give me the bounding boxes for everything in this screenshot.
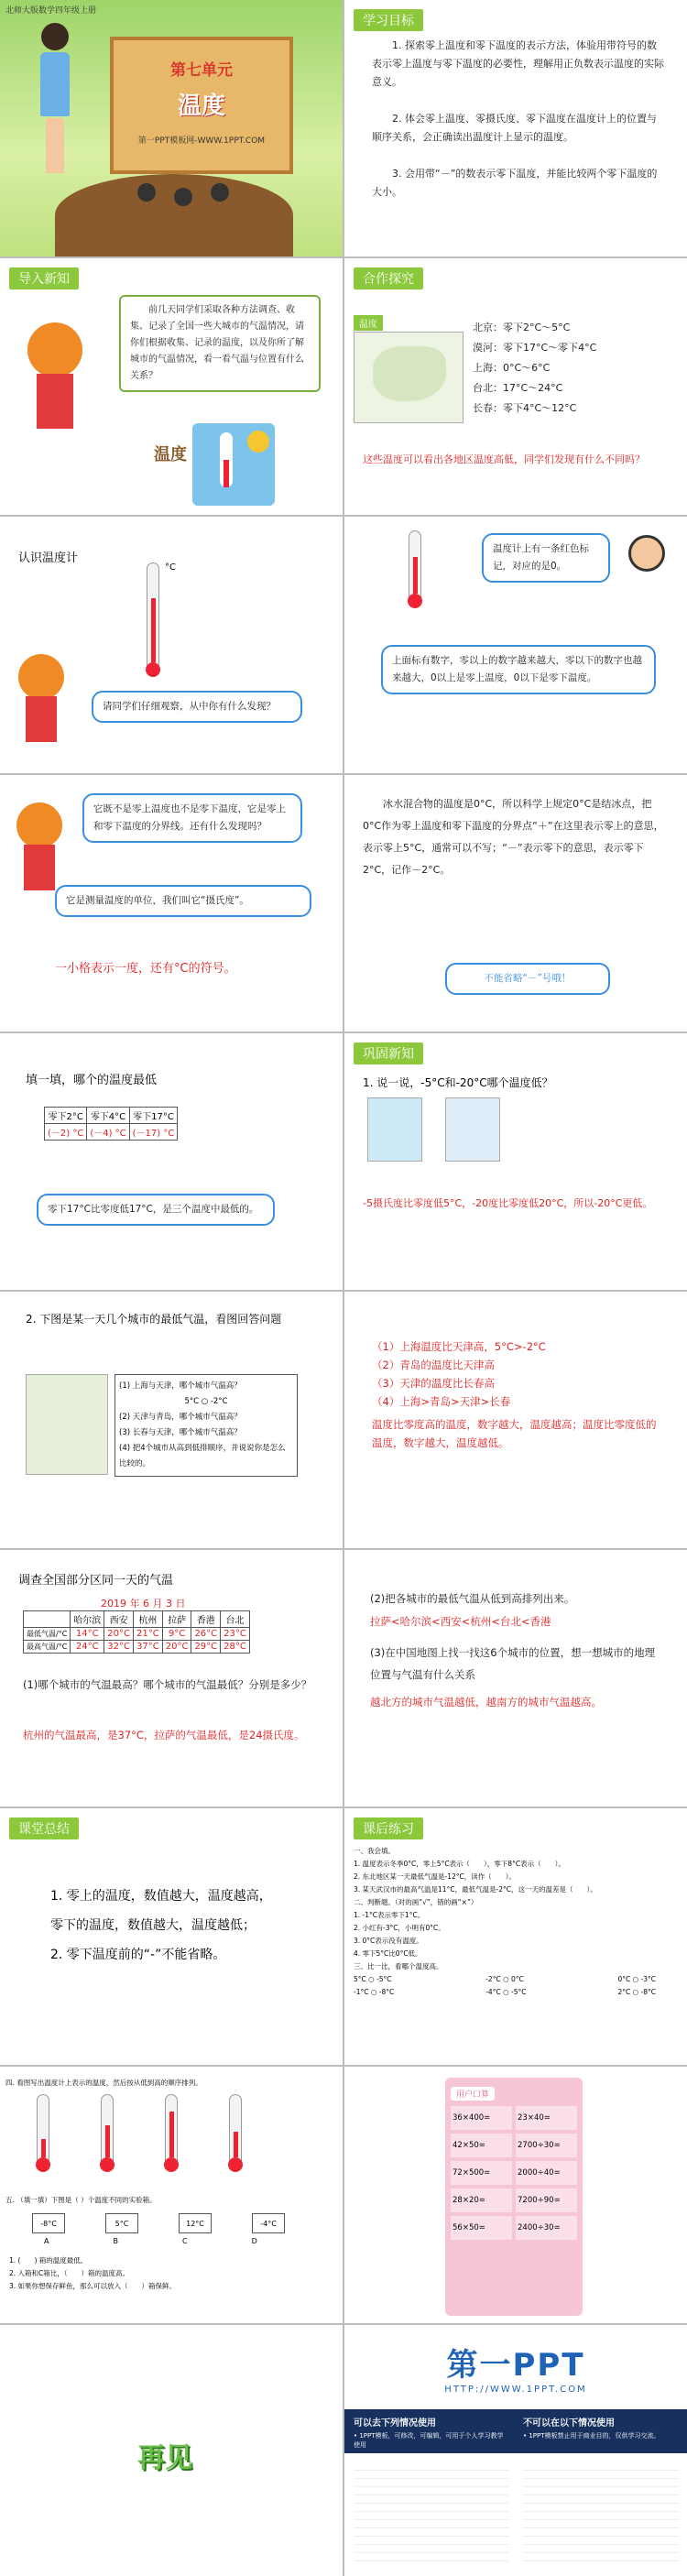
boy-icon	[628, 535, 665, 572]
city-temp: 北京：零下2°C～5°C	[473, 322, 571, 333]
girl-figure	[16, 802, 62, 890]
math-cell: 72×500=	[451, 2161, 512, 2185]
worksheet-subtitle: 五. （填一填）下图是（ ）个温度不同的实验箱。	[5, 2196, 157, 2204]
intro-bubble: 前几天同学们采取各种方法调查、收集、记录了全国一些大城市的气温情况，请你们根据收集、记录的温度，以及你所了解城市的气温情况，看一看气温与位置有什么关系？	[119, 295, 321, 392]
table-cell: 最低气温/°C	[24, 1628, 71, 1641]
scene-image-2	[445, 1097, 500, 1162]
answer-line: （2）青岛的温度比天津高	[372, 1359, 495, 1371]
exp-box: -8°C	[32, 2213, 65, 2233]
summary-text	[50, 1882, 272, 1970]
unit-mark: °C	[165, 562, 176, 573]
brand-logo: 第一PPT	[446, 2347, 585, 2384]
city-temp: 上海：0°C～6°C	[473, 362, 551, 374]
slide-brand	[344, 2325, 687, 2576]
math-cell: 7200÷90=	[516, 2189, 577, 2212]
section-tag: 课后练习	[354, 1817, 423, 1839]
line: 1. ( ) 箱的温度最低。	[9, 2256, 88, 2265]
math-cell: 2400÷30=	[516, 2216, 577, 2240]
child-head-2	[174, 188, 192, 206]
slide-oral-math	[344, 2067, 687, 2323]
line: 4. 零下5°C比0°C低。	[354, 1949, 422, 1958]
left-heading: 可以去下列情况使用	[354, 2418, 436, 2429]
thermometer-sun-icon	[192, 423, 275, 506]
question-line: 5°C ○ -2°C	[184, 1397, 228, 1406]
section-tag: 课堂总结	[9, 1817, 79, 1839]
math-cell: 36×400=	[451, 2106, 512, 2130]
questions-box	[114, 1374, 298, 1477]
girl-figure	[18, 654, 64, 742]
thermometer	[229, 2094, 242, 2167]
table-cell: (－17) °C	[129, 1124, 178, 1141]
city-temp: 漠河：零下17°C～零下4°C	[473, 342, 597, 354]
slide-cover	[0, 0, 343, 257]
summary-line: 1. 零上的温度，数值越大，温度越高，	[50, 1889, 272, 1904]
math-cell: 2700÷30=	[516, 2134, 577, 2157]
survey-date: 2019 年 6 月 3 日	[101, 1598, 186, 1610]
math-card	[445, 2078, 583, 2316]
table-cell: 21°C	[134, 1628, 163, 1641]
right-heading: 不可以在以下情况使用	[523, 2418, 615, 2429]
question: (2)把各城市的最低气温从低到高排列出来。	[370, 1592, 575, 1605]
slide-goodbye	[0, 2325, 343, 2576]
slide-summary	[0, 1808, 343, 2065]
table-cell: 零下2°C	[45, 1108, 87, 1124]
compare-item: -4°C ○ -5°C	[485, 1988, 527, 1996]
goodbye-text: 再见	[137, 2442, 192, 2474]
slide-survey-2	[344, 1550, 687, 1806]
answer-line: （1）上海温度比天津高，5°C>-2°C	[372, 1340, 546, 1353]
slide-title: 填一填，哪个的温度最低	[26, 1074, 158, 1087]
table-cell: 杭州	[134, 1611, 163, 1628]
line: 2. 东北地区某一天最低气温是-12°C，读作（ ）。	[354, 1872, 517, 1881]
slide-survey	[0, 1550, 343, 1806]
table-cell: 零下17°C	[129, 1108, 178, 1124]
math-grid	[451, 2106, 577, 2240]
worksheet-title: 四. 看图写出温度计上表示的温度，然后按从低到高的顺序排列。	[5, 2079, 202, 2087]
question-line: (3) 长春与天津，哪个城市气温高？	[119, 1428, 242, 1437]
city-temp: 台北：17°C～24°C	[473, 382, 563, 394]
child-head-3	[211, 183, 229, 202]
link-list-left	[354, 2462, 509, 2563]
girl-teacher	[27, 322, 82, 429]
table-cell: 28°C	[221, 1641, 250, 1654]
table-cell: 26°C	[191, 1628, 221, 1641]
line: 3. 如果你想保存鲜鱼，那么可以放入（ ）箱保鲜。	[9, 2282, 177, 2290]
slide-findings	[344, 517, 687, 773]
answer: 越北方的城市气温越低，越南方的城市气温越高。	[370, 1696, 602, 1708]
exp-box: 12°C	[179, 2213, 212, 2233]
table-cell: 20°C	[104, 1628, 134, 1641]
observe-bubble: 请同学们仔细观察，从中你有什么发现？	[92, 691, 302, 723]
question-line: (4) 把4个城市从高到低排顺序，并说说你是怎么比较的。	[119, 1444, 286, 1468]
word-temperature: 温度	[154, 445, 187, 464]
slide-intro	[0, 258, 343, 515]
heading: 一、我会填。	[354, 1847, 395, 1855]
table-cell: 20°C	[162, 1641, 191, 1654]
summary-line: 零下的温度，数值越大，温度越低；	[50, 1918, 256, 1933]
redmark-bubble: 温度计上有一条红色标记，对应的是0。	[482, 533, 610, 583]
table-cell: 拉萨	[162, 1611, 191, 1628]
city-temp: 长春：零下4°C～12°C	[473, 402, 577, 414]
answer: -5摄氏度比零度低5°C，-20度比零度低20°C，所以-20°C更低。	[363, 1197, 653, 1209]
box-row	[32, 2213, 285, 2233]
homework-text	[354, 1845, 674, 1999]
brand-top	[344, 2325, 687, 2407]
compare-row	[354, 1986, 656, 1999]
math-cell: 23×40=	[516, 2106, 577, 2130]
letter-row	[44, 2237, 257, 2245]
card-label: 用户口算	[451, 2087, 495, 2101]
table-cell: 西安	[104, 1611, 134, 1628]
scene-image-1	[367, 1097, 422, 1162]
coast-map	[26, 1374, 108, 1475]
table-cell: 香港	[191, 1611, 221, 1628]
answers	[372, 1337, 546, 1411]
question: 1. 说一说，-5°C和-20°C哪个温度低？	[363, 1076, 553, 1089]
slide-city-answers	[344, 1292, 687, 1548]
explanation: 温度比零度高的温度，数字越大，温度越高；温度比零度低的温度，数字越大，温度越低。	[372, 1418, 657, 1449]
slide-worksheet	[0, 2067, 343, 2323]
slide-fill	[0, 1033, 343, 1290]
line: 3. 某天武汉市的最高气温是11°C，最低气温是-2°C，这一天的温差是（ ）。	[354, 1885, 597, 1894]
minus-note: 不能省略“－”号哦！	[445, 963, 610, 995]
box-letter: D	[251, 2237, 257, 2245]
explore-question: 这些温度可以看出各地区温度高低，同学们发现有什么不同吗？	[363, 453, 645, 465]
table-cell: 台北	[221, 1611, 250, 1628]
table-cell	[24, 1611, 71, 1628]
slide-objectives	[344, 0, 687, 257]
worksheet-questions	[9, 2254, 176, 2293]
cover-site: 第一PPT模板网-WWW.1PPT.COM	[137, 136, 266, 146]
unit-label: 第七单元	[170, 61, 233, 80]
right-sub: • 1PPT模板禁止用于商业目的，仅供学习交流。	[523, 2432, 660, 2440]
section-tag: 导入新知	[9, 267, 79, 289]
china-map	[354, 332, 463, 423]
brand-url: HTTP://WWW.1PPT.COM	[444, 2385, 587, 2395]
cover-header: 北师大版数学四年级上册	[5, 6, 97, 16]
math-cell: 28×20=	[451, 2189, 512, 2212]
math-cell: 2000÷40=	[516, 2161, 577, 2185]
zero-bubble: 它既不是零上温度也不是零下温度，它是零上和零下温度的分界线。还有什么发现吗？	[82, 793, 302, 843]
thermometer	[165, 2094, 178, 2167]
line: 1. -1°C表示零下1°C。	[354, 1911, 425, 1919]
objective-1: 1. 探索零上温度和零下温度的表示方法，体验用带符号的数表示零上温度与零下温度的必要性，理解用正负数表示温度的实际意义。	[372, 39, 664, 88]
girl-figure	[37, 23, 73, 179]
brand-banner	[344, 2409, 687, 2453]
section-tag: 学习目标	[354, 9, 423, 31]
heading: 二、判断题。（对的画“√”，错的画“×”）	[354, 1898, 478, 1906]
table-cell: 29°C	[191, 1641, 221, 1654]
box-letter: A	[44, 2237, 49, 2245]
survey-question: (1)哪个城市的气温最高？哪个城市的气温最低？分别是多少？	[23, 1678, 312, 1691]
table-cell: 哈尔滨	[71, 1611, 104, 1628]
box-letter: B	[113, 2237, 118, 2245]
table-cell: 最高气温/°C	[24, 1641, 71, 1654]
rule-text: 冰水混合物的温度是0°C，所以科学上规定0°C是结冰点，把0°C作为零上温度和零下温度的分界点“＋”在这里表示零上的意思，表示零上5°C，通常可以不写；“－”表示零下的意思，表示零下2°C，记作－2°C。	[363, 798, 664, 876]
section-tag: 合作探究	[354, 267, 423, 289]
table-cell: 32°C	[104, 1641, 134, 1654]
table-cell: 零下4°C	[87, 1108, 129, 1124]
table-cell: 9°C	[162, 1628, 191, 1641]
thermometer	[147, 562, 159, 672]
table-cell: (－2) °C	[45, 1124, 87, 1141]
survey-answer: 杭州的气温最高，是37°C，拉萨的气温最低，是24摄氏度。	[23, 1729, 305, 1741]
thermometer	[37, 2094, 49, 2167]
compare-item: 0°C ○ -3°C	[617, 1975, 656, 1983]
degree-note: 一小格表示一度，还有°C的符号。	[55, 962, 236, 976]
child-head-1	[137, 183, 156, 202]
compare-row	[354, 1973, 656, 1986]
slide-homework	[344, 1808, 687, 2065]
cover-title: 温度	[177, 93, 225, 120]
slide-thermometer	[0, 517, 343, 773]
heading: 三、比一比，看哪个温度高。	[354, 1962, 443, 1970]
temp-table	[44, 1107, 178, 1141]
table-cell: (－4) °C	[87, 1124, 129, 1141]
celsius-bubble: 它是测量温度的单位，我们叫它“摄氏度”。	[55, 885, 311, 917]
question-line: (2) 天津与青岛，哪个城市气温高？	[119, 1413, 242, 1422]
line: 2. 入箱和C箱比，（ ）箱的温度高。	[9, 2269, 130, 2277]
slide-title: 认识温度计	[18, 551, 79, 565]
survey-table	[23, 1610, 250, 1654]
line: 3. 0°C表示没有温度。	[354, 1937, 423, 1945]
compare-item: 2°C ○ -8°C	[617, 1988, 656, 1996]
link-list-right	[523, 2462, 679, 2563]
table-cell: 23°C	[221, 1628, 250, 1641]
answer-line: （4）上海>青岛>天津>长春	[372, 1395, 511, 1408]
objective-2: 2. 体会零上温度、零摄氏度、零下温度在温度计上的位置与顺序关系，会正确读出温度计上显示的温度。	[372, 113, 657, 143]
left-sub: • 1PPT模板，可修改，可编辑，可用于个人学习教学使用	[354, 2432, 504, 2449]
math-cell: 42×50=	[451, 2134, 512, 2157]
box-letter: C	[181, 2237, 188, 2245]
thermometer	[409, 530, 421, 604]
compare-item: -2°C ○ 0°C	[485, 1975, 524, 1983]
objective-3: 3. 会用带“－”的数表示零下温度，并能比较两个零下温度的大小。	[372, 168, 658, 198]
line: 2. 小红有-3°C，小明有0°C。	[354, 1924, 445, 1932]
compare-item: 5°C ○ -5°C	[354, 1975, 392, 1983]
thermometer	[101, 2094, 114, 2167]
wood-board	[110, 37, 293, 174]
slide-title: 调查全国部分区同一天的气温	[18, 1574, 174, 1588]
answer: 拉萨<哈尔滨<西安<杭州<台北<香港	[370, 1615, 551, 1628]
slide-consolidate	[344, 1033, 687, 1290]
city-temps	[473, 318, 596, 419]
line: 1. 温度表示冬季0°C，零上5°C表示（ ），零下8°C表示（ ）。	[354, 1860, 565, 1868]
math-cell: 56×50=	[451, 2216, 512, 2240]
table-cell: 14°C	[71, 1628, 104, 1641]
slide-zero	[0, 775, 343, 1031]
question: (3)在中国地图上找一找这6个城市的位置，想一想城市的地理位置与气温有什么关系	[370, 1646, 656, 1681]
slide-rule	[344, 775, 687, 1031]
exp-box: 5°C	[105, 2213, 138, 2233]
slide-explore	[344, 258, 687, 515]
compare-item: -1°C ○ -8°C	[354, 1988, 395, 1996]
slide-cities	[0, 1292, 343, 1548]
table-cell: 37°C	[134, 1641, 163, 1654]
summary-line: 2. 零下温度前的“-”不能省略。	[50, 1948, 226, 1962]
map-tag: 温度	[354, 315, 383, 331]
fill-answer: 零下17°C比零度低17°C，是三个温度中最低的。	[37, 1194, 275, 1226]
answer-line: （3）天津的温度比长春高	[372, 1377, 495, 1390]
numbers-bubble: 上面标有数字，零以上的数字越来越大，零以下的数字也越来越大，0以上是零上温度，0以下是零下温度。	[381, 645, 656, 694]
exp-box: -4°C	[252, 2213, 285, 2233]
table-cell: 24°C	[71, 1641, 104, 1654]
question-line: (1) 上海与天津，哪个城市气温高？	[119, 1381, 242, 1391]
slide-title: 2. 下图是某一天几个城市的最低气温，看图回答问题	[26, 1313, 282, 1326]
tree-stump	[55, 174, 293, 257]
section-tag: 巩固新知	[354, 1042, 423, 1064]
